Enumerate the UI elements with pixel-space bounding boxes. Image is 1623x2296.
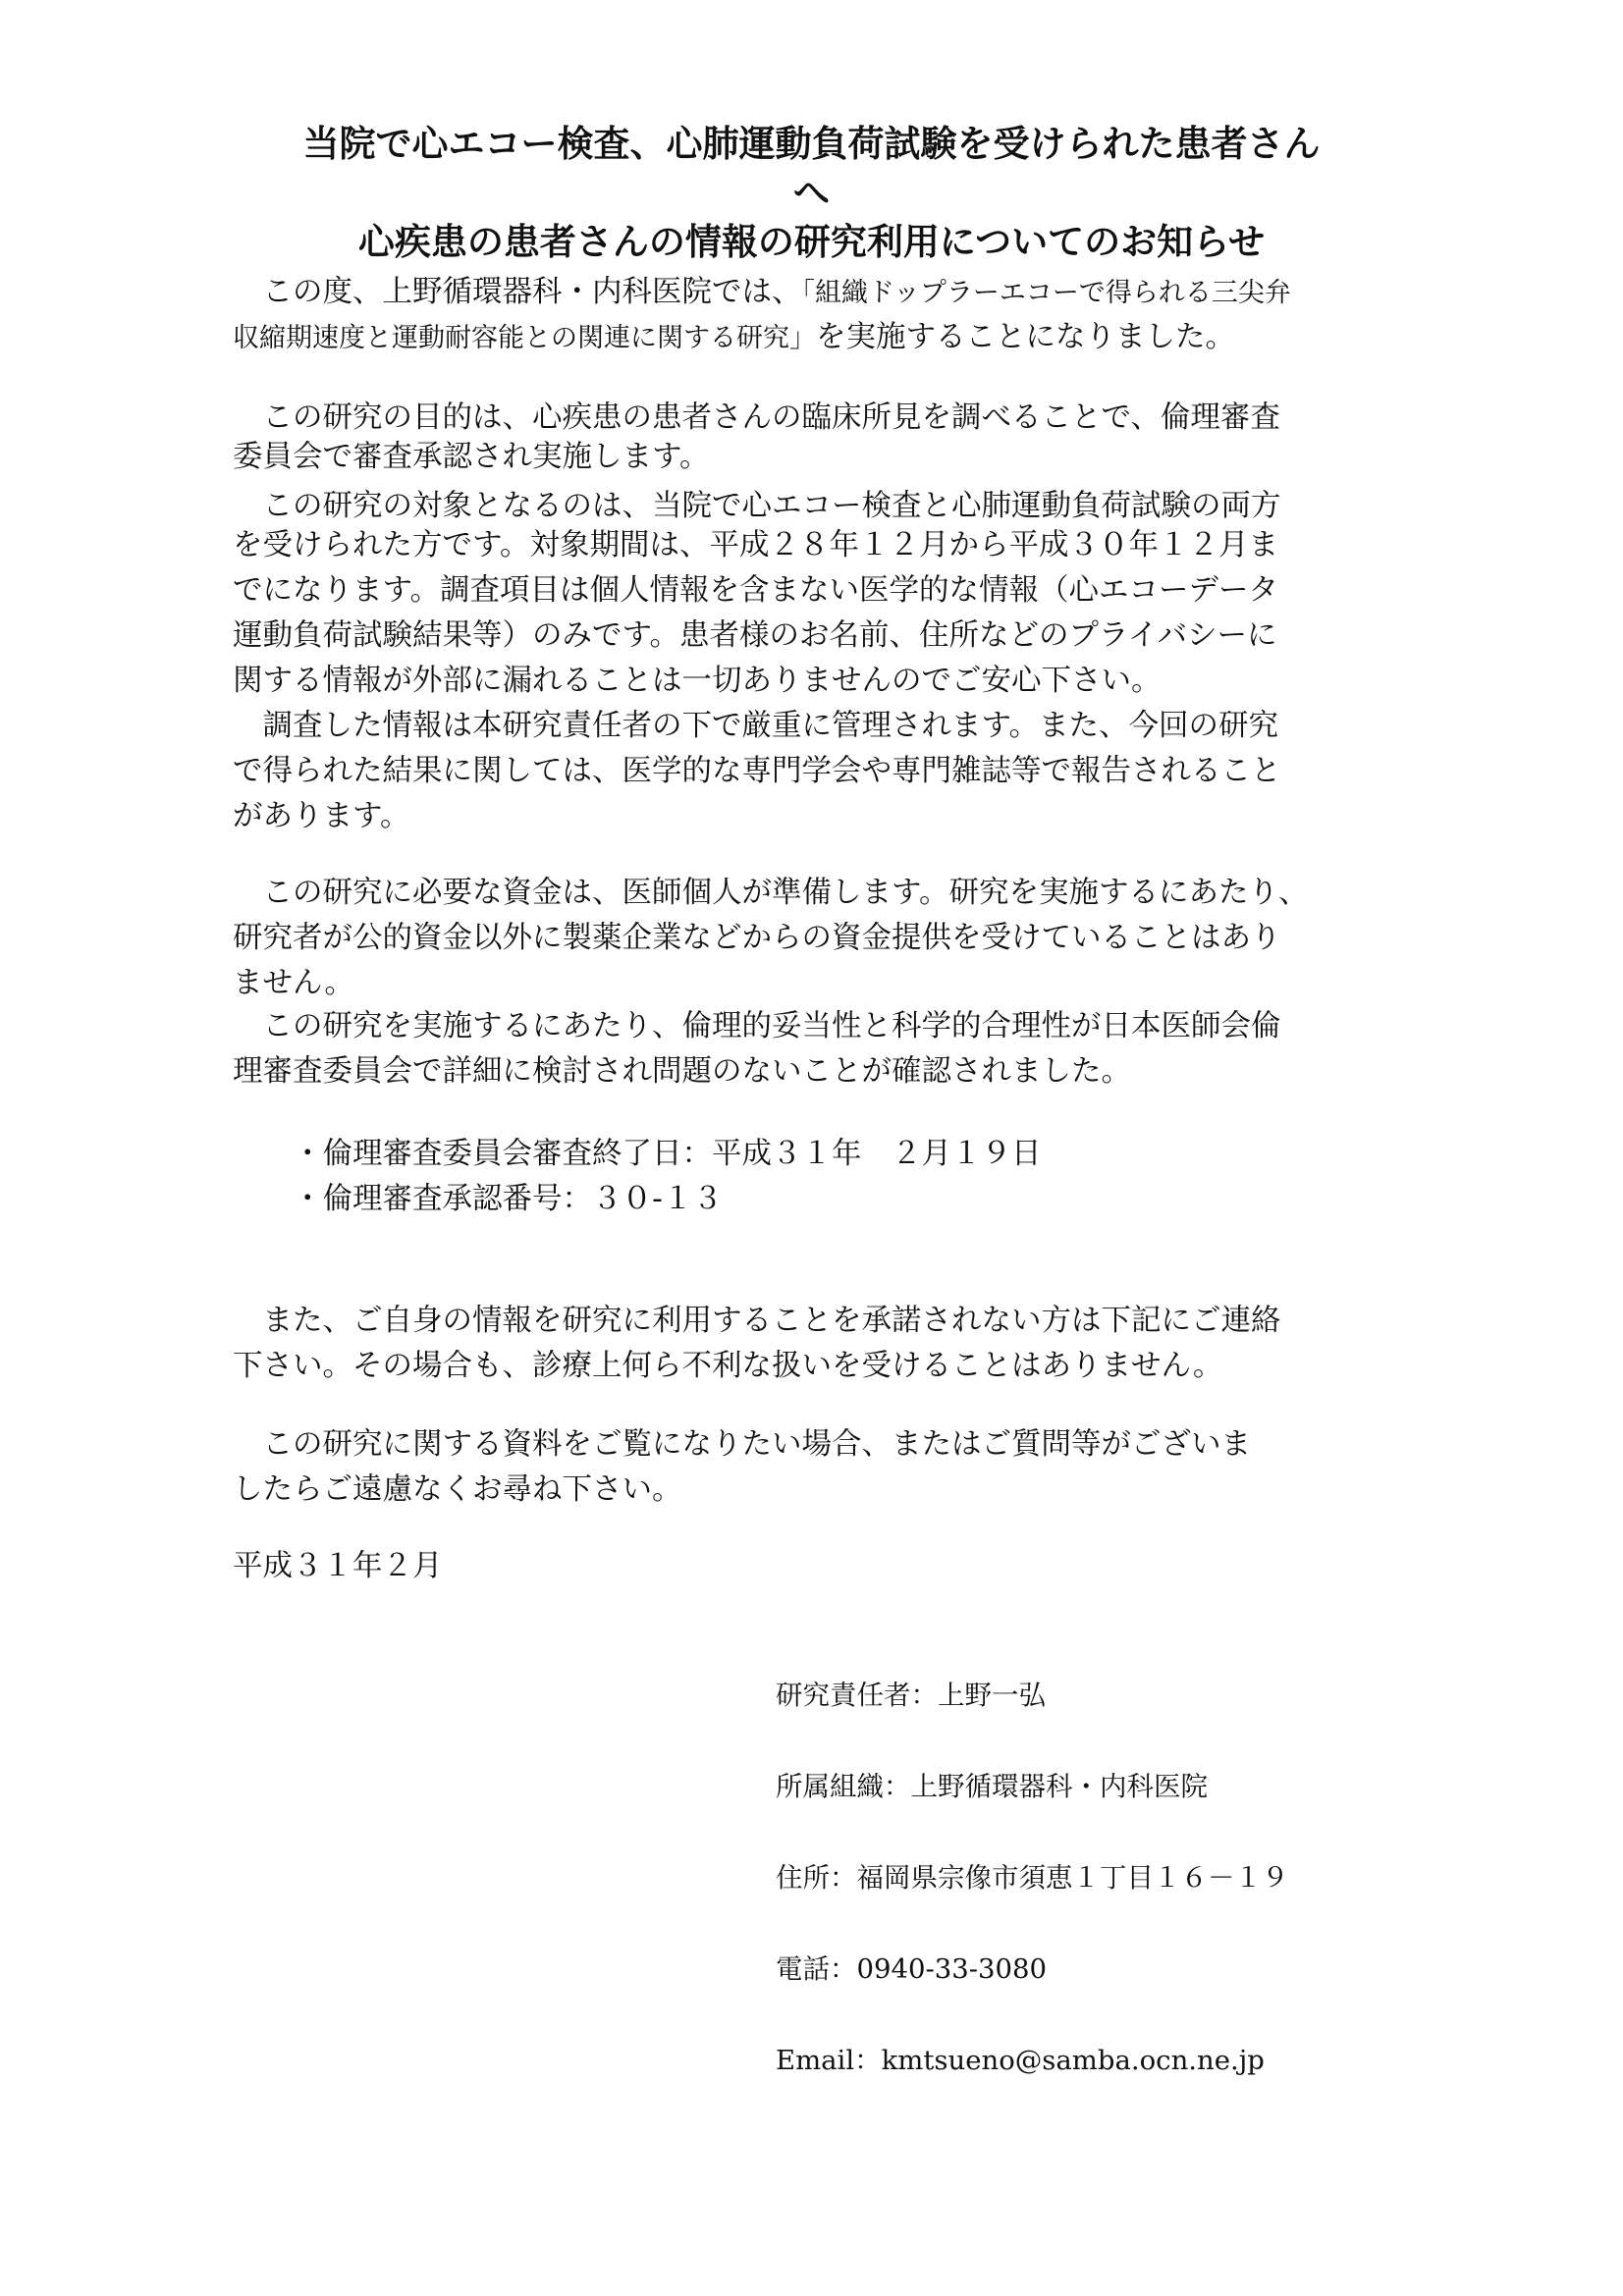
funding-line: この研究に必要な資金は、医師個人が準備します。研究を実施するにあたり、 bbox=[233, 876, 1309, 910]
contact-phone: 電話：0940-33-3080 bbox=[776, 1953, 1048, 1985]
contact-researcher: 研究責任者：上野一弘 bbox=[776, 1680, 1046, 1711]
contact-email: Email：kmtsueno@samba.ocn.ne.jp bbox=[776, 2045, 1265, 2076]
study-title-part-1: 「組織ドップラーエコーで得られる三尖弁 bbox=[801, 278, 1291, 308]
contact-organization: 所属組織：上野循環器科・内科医院 bbox=[776, 1771, 1208, 1802]
target-line: を受けられた方です。対象期間は、平成２８年１２月から平成３０年１２月ま bbox=[233, 528, 1279, 562]
ethics-line: この研究を実施するにあたり、倫理的妥当性と科学的合理性が日本医師会倫 bbox=[233, 1009, 1281, 1043]
purpose-line: 委員会で審査承認され実施します。 bbox=[233, 440, 710, 474]
study-title-part-2: 収縮期速度と運動耐容能との関連に関する研究」 bbox=[233, 323, 816, 353]
intro-text-end: を実施することになりました。 bbox=[816, 320, 1235, 354]
ethics-line: 理審査委員会で詳細に検討され問題のないことが確認されました。 bbox=[233, 1054, 1131, 1089]
contact-address: 住所：福岡県宗像市須恵１丁目１６－１９ bbox=[776, 1862, 1289, 1894]
target-line: この研究の対象となるのは、当院で心エコー検査と心肺運動負荷試験の両方 bbox=[233, 489, 1281, 523]
opt-out-line: 下さい。その場合も、診療上何ら不利な扱いを受けることはありません。 bbox=[233, 1349, 1223, 1383]
funding-line: ません。 bbox=[233, 966, 354, 1000]
ethics-review-date: ・倫理審査委員会審査終了日：平成３１年 ２月１９日 bbox=[233, 1137, 1042, 1171]
target-line: 運動負荷試験結果等）のみです。患者様のお名前、住所などのプライバシーに bbox=[233, 618, 1277, 653]
contact-block bbox=[776, 1620, 1289, 2137]
management-line: があります。 bbox=[233, 799, 410, 833]
title-line-3: 心疾患の患者さんの情報の研究利用についてのお知らせ bbox=[357, 221, 1266, 263]
target-line: 関する情報が外部に漏れることは一切ありませんのでご安心下さい。 bbox=[233, 664, 1162, 698]
inquiry-line: したらご遠慮なくお尋ね下さい。 bbox=[233, 1472, 682, 1507]
title-line-2: へ bbox=[793, 172, 830, 214]
inquiry-line: この研究に関する資料をご覧になりたい場合、またはご質問等がございま bbox=[233, 1427, 1251, 1462]
ethics-approval-number: ・倫理審査承認番号：３０-１３ bbox=[233, 1182, 724, 1216]
target-line: でになります。調査項目は個人情報を含まない医学的な情報（心エコーデータ bbox=[233, 573, 1279, 608]
management-line: で得られた結果に関しては、医学的な専門学会や専門雑誌等で報告されること bbox=[233, 754, 1281, 788]
management-line: 調査した情報は本研究責任者の下で厳重に管理されます。また、今回の研究 bbox=[233, 709, 1279, 743]
intro-line-2 bbox=[233, 318, 1235, 358]
notice-date: 平成３１年２月 bbox=[233, 1549, 443, 1583]
purpose-line: この研究の目的は、心疾患の患者さんの臨床所見を調べることで、倫理審査 bbox=[233, 400, 1280, 435]
intro-line-1 bbox=[233, 273, 1291, 313]
opt-out-line: また、ご自身の情報を研究に利用することを承諾されない方は下記にご連絡 bbox=[233, 1304, 1281, 1338]
title-line-1: 当院で心エコー検査、心肺運動負荷試験を受けられた患者さん bbox=[302, 123, 1321, 165]
funding-line: 研究者が公的資金以外に製薬企業などからの資金提供を受けていることはあり bbox=[233, 921, 1281, 955]
intro-text: この度、上野循環器科・内科医院では、 bbox=[233, 275, 802, 309]
